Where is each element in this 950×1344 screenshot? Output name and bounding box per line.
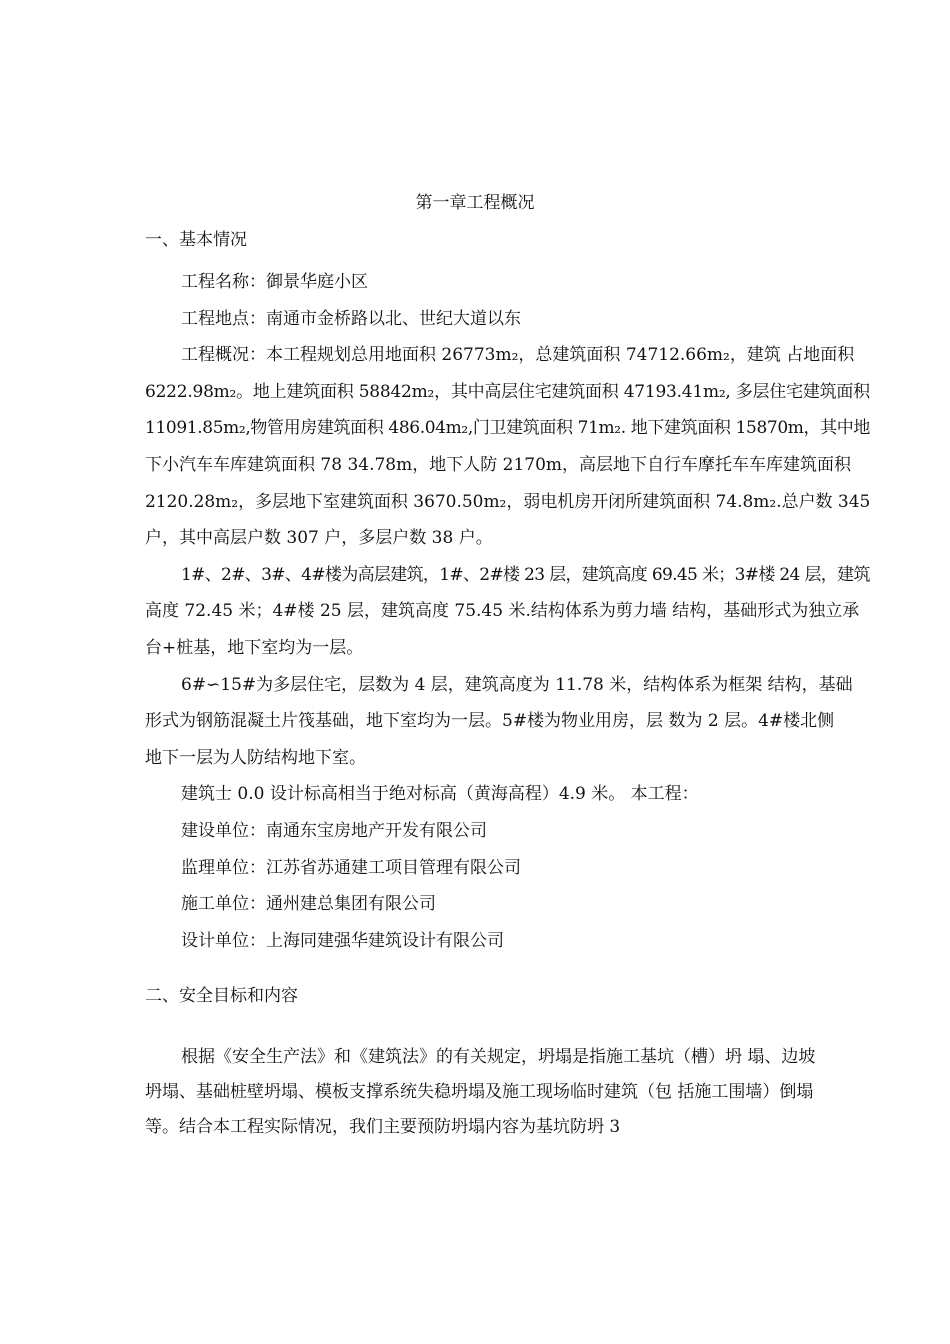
supervision-unit: 监理单位：江苏省苏通建工项目管理有限公司 (181, 857, 521, 878)
paragraph-line: 根据《安全生产法》和《建筑法》的有关规定，坍塌是指施工基坑（槽）坍 塌、边坡 (181, 1047, 816, 1067)
elevation-note: 建筑士 0.0 设计标高相当于绝对标高（黄海高程）4.9 米。 本工程： (181, 784, 699, 805)
section-heading-basic-info: 一、基本情况 (145, 230, 247, 250)
paragraph-line: 户，其中高层户数 307 户，多层户数 38 户。 (145, 528, 493, 549)
section-basic-info-body (145, 264, 870, 959)
paragraph-line: 等。结合本工程实际情况，我们主要预防坍塌内容为基坑防坍 3 (145, 1117, 621, 1137)
paragraph-line: 台+桩基，地下室均为一层。 (145, 637, 364, 658)
paragraph-line: 1#、2#、3#、4#楼为高层建筑，1#、2#楼 23 层，建筑高度 69.45 米；3#楼 24 层，建筑 (181, 564, 870, 585)
paragraph-line: 坍塌、基础桩壁坍塌、模板支撑系统失稳坍塌及施工现场临时建筑（包 括施工围墙）倒塌 (145, 1082, 814, 1102)
paragraph-line: 下小汽车车库建筑面积 78 34.78m，地下人防 2170m，高层地下自行车摩托车车库建筑面积 (145, 454, 852, 475)
chapter-title: 第一章工程概况 (415, 193, 535, 213)
paragraph-line: 形式为钢筋混凝土片筏基础，地下室均为一层。5#楼为物业用房，层 数为 2 层。4#楼北侧 (145, 711, 835, 732)
owner-unit: 建设单位：南通东宝房地产开发有限公司 (181, 820, 487, 841)
paragraph-line: 高度 72.45 米；4#楼 25 层，建筑高度 75.45 米.结构体系为剪力墙 结构，基础形式为独立承 (145, 601, 860, 622)
multistory-paragraph (145, 667, 870, 777)
construction-unit: 施工单位：通州建总集团有限公司 (181, 894, 436, 915)
section-safety-goals-body (145, 1040, 870, 1145)
design-unit: 设计单位：上海同建强华建筑设计有限公司 (181, 930, 504, 951)
highrise-paragraph (145, 557, 870, 667)
section-heading-safety-goals: 二、安全目标和内容 (145, 986, 298, 1006)
paragraph-line: 6222.98m₂。地上建筑面积 58842m₂，其中高层住宅建筑面积 47193.41m₂, 多层住宅建筑面积 (145, 381, 870, 402)
paragraph-line: 地下一层为人防结构地下室。 (145, 747, 366, 768)
project-overview-paragraph (145, 337, 870, 557)
paragraph-line: 11091.85m₂,物管用房建筑面积 486.04m₂,门卫建筑面积 71m₂. 地下建筑面积 15870m，其中地 (145, 418, 871, 439)
project-location: 工程地点：南通市金桥路以北、世纪大道以东 (181, 308, 521, 329)
safety-paragraph (145, 1040, 870, 1145)
paragraph-line: 工程概况：本工程规划总用地面积 26773m₂，总建筑面积 74712.66m₂，建筑 占地面积 (181, 345, 855, 366)
paragraph-line: 6#∽15#为多层住宅，层数为 4 层，建筑高度为 11.78 米，结构体系为框架 结构，基础 (181, 674, 853, 695)
paragraph-line: 2120.28m₂，多层地下室建筑面积 3670.50m₂，弱电机房开闭所建筑面积 74.8m₂.总户数 345 (145, 491, 871, 512)
project-name: 工程名称：御景华庭小区 (181, 272, 368, 292)
